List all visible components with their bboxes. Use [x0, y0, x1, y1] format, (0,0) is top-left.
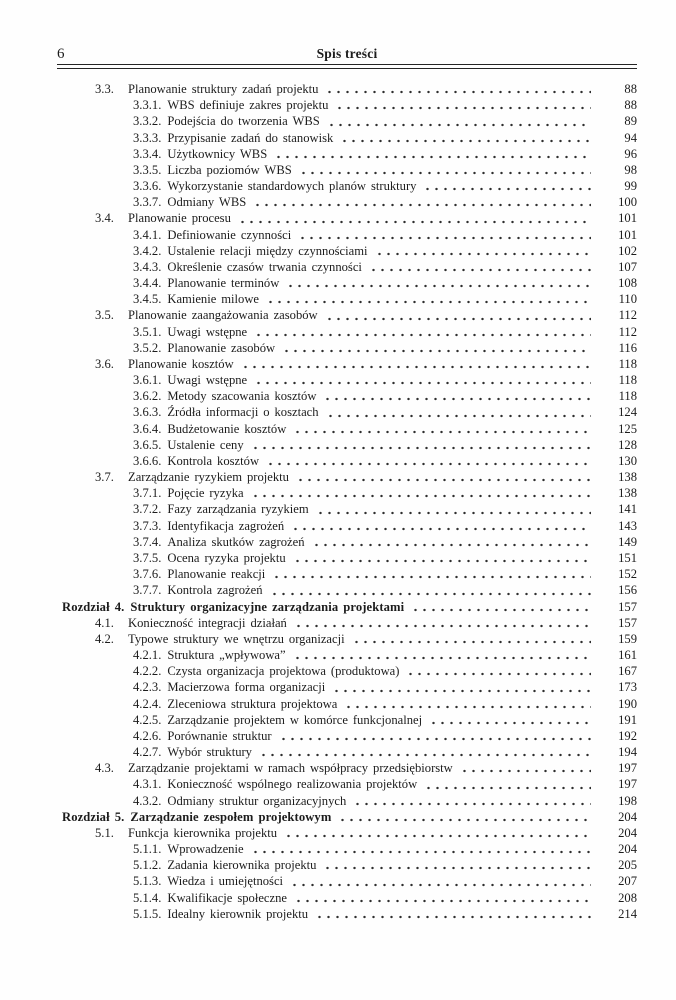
leader-dots — [315, 915, 591, 919]
toc-entry-number: 4.2. — [95, 631, 114, 646]
toc-entry — [62, 275, 637, 291]
toc-entry — [62, 404, 637, 420]
toc-entry-title: Macierzowa forma organizacji — [167, 680, 326, 695]
toc-entry — [62, 259, 637, 275]
toc-entry-number: 3.6.2. — [133, 389, 162, 404]
toc-entry — [62, 550, 637, 566]
toc-entry — [62, 534, 637, 550]
toc-entry-page: 118 — [618, 389, 637, 404]
toc-entry-page: 99 — [624, 179, 637, 194]
toc-entry-page: 159 — [618, 631, 637, 646]
toc-entry-page: 112 — [618, 308, 637, 323]
toc-entry-page: 101 — [618, 227, 637, 242]
toc-entry — [62, 194, 637, 210]
toc-entry-number: 3.5.1. — [133, 324, 162, 339]
toc-entry-number: 4.2.7. — [133, 745, 162, 760]
toc-entry-number: 3.7.7. — [133, 583, 162, 598]
toc-entry — [62, 130, 637, 146]
toc-entry-page: 205 — [618, 858, 637, 873]
toc-entry — [62, 81, 637, 97]
toc-entry-title: Wykorzystanie standardowych planów struktury — [167, 179, 417, 194]
toc-entry-title: Analiza skutków zagrożeń — [167, 534, 305, 549]
toc-entry-title: Planowanie zaangażowania zasobów — [128, 308, 318, 323]
toc-entry-title: Zarządzanie zespołem projektowym — [130, 809, 332, 824]
toc-entry-number: 3.4. — [95, 211, 114, 226]
leader-dots — [238, 220, 591, 224]
toc-entry-number: 3.3.2. — [133, 114, 162, 129]
toc-entry-page: 100 — [618, 195, 637, 210]
leader-dots — [274, 155, 591, 159]
toc-entry-title: Planowanie zasobów — [167, 340, 276, 355]
toc-entry-page: 94 — [624, 130, 637, 145]
toc-entry-title: Konieczność wspólnego realizowania projektów — [167, 777, 418, 792]
toc-entry-number: 3.6.1. — [133, 373, 162, 388]
toc-entry-number: 4.2.3. — [133, 680, 162, 695]
toc-entry-number: 5.1.3. — [133, 874, 162, 889]
toc-entry-title: Wiedza i umiejętności — [167, 874, 284, 889]
leader-dots — [279, 737, 591, 741]
toc-entry — [62, 663, 637, 679]
toc-entry-number: 4.3.1. — [133, 777, 162, 792]
toc-entry-title: Planowanie kosztów — [128, 356, 234, 371]
leader-dots — [340, 139, 591, 143]
toc-entry-page: 198 — [618, 793, 637, 808]
toc-entry-number: 3.3.6. — [133, 179, 162, 194]
toc-entry — [62, 324, 637, 340]
page-content — [57, 0, 637, 922]
toc-entry-title: Zarządzanie projektami w ramach współpracy przedsiębiorstw — [128, 761, 453, 776]
toc-entry-number: 3.5. — [95, 308, 114, 323]
toc-entry-number: Rozdział 5. — [62, 809, 125, 824]
leader-dots — [299, 171, 591, 175]
leader-dots — [375, 252, 591, 256]
toc-entry — [62, 469, 637, 485]
header-rule — [57, 64, 637, 69]
toc-entry-number: 4.1. — [95, 615, 114, 630]
leader-dots — [294, 624, 591, 628]
leader-dots — [266, 462, 591, 466]
toc-entry-page: 118 — [618, 373, 637, 388]
toc-entry — [62, 776, 637, 792]
toc-entry — [62, 146, 637, 162]
toc-entry — [62, 728, 637, 744]
leader-dots — [290, 883, 591, 887]
leader-dots — [424, 786, 591, 790]
toc-entry-page: 204 — [618, 825, 637, 840]
leader-dots — [460, 769, 591, 773]
toc-entry — [62, 453, 637, 469]
leader-dots — [293, 559, 591, 563]
leader-dots — [326, 414, 591, 418]
toc-entry-page: 118 — [618, 356, 637, 371]
toc-entry — [62, 857, 637, 873]
leader-dots — [423, 187, 591, 191]
toc-entry-number: 3.4.1. — [133, 227, 162, 242]
toc-entry — [62, 178, 637, 194]
toc-entry-title: Struktura „wpływowa” — [167, 648, 286, 663]
toc-entry-title: Idealny kierownik projektu — [167, 906, 309, 921]
toc-entry-title: Kontrola zagrożeń — [167, 583, 263, 598]
toc-entry-title: Identyfikacja zagrożeń — [167, 518, 285, 533]
toc-entry-number: 3.5.2. — [133, 340, 162, 355]
toc-entry-title: Zarządzanie ryzykiem projektu — [128, 470, 289, 485]
toc-entry-page: 161 — [618, 648, 637, 663]
toc-entry-page: 107 — [618, 259, 637, 274]
toc-entry-page: 138 — [618, 486, 637, 501]
toc-entry-title: Definiowanie czynności — [167, 227, 292, 242]
toc-entry-page: 125 — [618, 421, 637, 436]
toc-entry-page: 194 — [618, 745, 637, 760]
toc-entry-number: Rozdział 4. — [62, 599, 125, 614]
toc-entry — [62, 518, 637, 534]
page-header — [57, 46, 637, 62]
toc-entry-number: 4.2.1. — [133, 648, 162, 663]
header-title: Spis treści — [316, 46, 378, 61]
toc-entry-number: 3.4.4. — [133, 276, 162, 291]
toc-entry-title: Planowanie struktury zadań projektu — [128, 82, 319, 96]
toc-entry-page: 130 — [618, 453, 637, 468]
toc-entry-number: 3.4.2. — [133, 243, 162, 258]
toc-entry-page: 124 — [618, 405, 637, 420]
toc-entry-title: Czysta organizacja projektowa (produktowa) — [167, 664, 400, 679]
toc-entry — [62, 582, 637, 598]
toc-entry-page: 98 — [624, 162, 637, 177]
toc-entry-page: 88 — [624, 98, 637, 113]
toc-entry-title: Zadania kierownika projektu — [167, 858, 317, 873]
leader-dots — [294, 899, 591, 903]
toc-entry — [62, 162, 637, 178]
toc-entry — [62, 679, 637, 695]
toc-entry-page: 141 — [618, 502, 637, 517]
leader-dots — [332, 689, 591, 693]
toc-entry-number: 3.7.1. — [133, 486, 162, 501]
leader-dots — [259, 753, 591, 757]
toc-entry — [62, 113, 637, 129]
toc-list — [57, 81, 637, 922]
toc-entry-number: 3.6.5. — [133, 437, 162, 452]
toc-entry-page: 197 — [618, 777, 637, 792]
leader-dots — [284, 834, 591, 838]
toc-entry — [62, 97, 637, 113]
toc-entry-number: 3.3.4. — [133, 146, 162, 161]
leader-dots — [352, 640, 591, 644]
toc-entry-page: 116 — [618, 340, 637, 355]
toc-entry — [62, 566, 637, 582]
leader-dots — [296, 478, 591, 482]
toc-entry-number: 3.6. — [95, 356, 114, 371]
toc-entry-page: 128 — [618, 437, 637, 452]
toc-entry — [62, 356, 637, 372]
leader-dots — [298, 236, 591, 240]
toc-entry-number: 3.7.4. — [133, 534, 162, 549]
toc-entry — [62, 388, 637, 404]
leader-dots — [251, 446, 591, 450]
leader-dots — [312, 543, 591, 547]
leader-dots — [325, 90, 591, 94]
leader-dots — [251, 494, 591, 498]
toc-entry — [62, 615, 637, 631]
toc-entry-number: 4.2.5. — [133, 712, 162, 727]
toc-entry-page: 214 — [618, 906, 637, 921]
toc-entry-page: 192 — [618, 728, 637, 743]
toc-entry-number: 5.1.1. — [133, 842, 162, 857]
toc-entry-page: 156 — [618, 583, 637, 598]
toc-entry — [62, 227, 637, 243]
toc-entry-number: 3.3.1. — [133, 98, 162, 113]
toc-entry — [62, 307, 637, 323]
toc-entry-number: 4.2.2. — [133, 664, 162, 679]
toc-entry-title: Kontrola kosztów — [167, 453, 260, 468]
toc-entry-page: 152 — [618, 567, 637, 582]
toc-entry — [62, 841, 637, 857]
toc-entry — [62, 372, 637, 388]
toc-entry-number: 4.3. — [95, 761, 114, 776]
toc-entry — [62, 793, 637, 809]
leader-dots — [338, 818, 591, 822]
toc-entry-title: Kwalifikacje społeczne — [167, 890, 287, 905]
leader-dots — [286, 284, 591, 288]
leader-dots — [293, 656, 591, 660]
toc-entry — [62, 501, 637, 517]
toc-entry-title: Ustalenie relacji między czynnościami — [167, 243, 368, 258]
toc-entry — [62, 421, 637, 437]
leader-dots — [323, 866, 591, 870]
leader-dots — [270, 592, 591, 596]
toc-entry-number: 3.3.5. — [133, 162, 162, 177]
toc-entry — [62, 599, 637, 615]
toc-entry-title: Planowanie reakcji — [167, 567, 266, 582]
toc-entry-title: Planowanie procesu — [128, 211, 231, 226]
toc-entry-title: Pojęcie ryzyka — [167, 486, 244, 501]
toc-entry-page: 112 — [618, 324, 637, 339]
toc-entry — [62, 890, 637, 906]
toc-entry — [62, 631, 637, 647]
toc-entry-number: 3.3.7. — [133, 195, 162, 210]
toc-entry-title: Planowanie terminów — [167, 276, 280, 291]
toc-entry-page: 143 — [618, 518, 637, 533]
toc-entry — [62, 291, 637, 307]
toc-entry — [62, 760, 637, 776]
toc-entry-number: 3.6.4. — [133, 421, 162, 436]
toc-entry-page: 96 — [624, 146, 637, 161]
toc-entry-title: Porównanie struktur — [167, 728, 272, 743]
toc-entry-number: 3.3. — [95, 82, 114, 96]
leader-dots — [327, 123, 591, 127]
toc-entry-title: Funkcja kierownika projektu — [128, 825, 278, 840]
toc-entry-title: Określenie czasów trwania czynności — [167, 259, 362, 274]
toc-entry-page: 190 — [618, 696, 637, 711]
toc-entry-number: 3.7. — [95, 470, 114, 485]
toc-entry-title: Konieczność integracji działań — [128, 615, 287, 630]
toc-entry-page: 167 — [618, 664, 637, 679]
toc-entry-title: Uwagi wstępne — [167, 324, 248, 339]
toc-entry — [62, 243, 637, 259]
toc-entry-title: Odmiany WBS — [167, 195, 247, 210]
toc-entry-page: 102 — [618, 243, 637, 258]
toc-entry-title: Wprowadzenie — [167, 842, 244, 857]
toc-entry-title: Wybór struktury — [167, 745, 252, 760]
toc-entry-page: 207 — [618, 874, 637, 889]
leader-dots — [254, 381, 591, 385]
toc-entry-number: 5.1.4. — [133, 890, 162, 905]
leader-dots — [282, 349, 591, 353]
toc-entry-title: Budżetowanie kosztów — [167, 421, 287, 436]
leader-dots — [406, 672, 591, 676]
toc-entry-page: 108 — [618, 276, 637, 291]
toc-entry-page: 110 — [618, 292, 637, 307]
toc-entry-page: 157 — [618, 599, 637, 614]
leader-dots — [272, 575, 591, 579]
toc-entry-page: 151 — [618, 550, 637, 565]
leader-dots — [411, 608, 591, 612]
toc-entry-title: Zleceniowa struktura projektowa — [167, 696, 338, 711]
leader-dots — [254, 333, 591, 337]
toc-entry-number: 3.7.5. — [133, 550, 162, 565]
leader-dots — [266, 300, 591, 304]
toc-entry-page: 89 — [624, 114, 637, 129]
toc-entry-number: 4.2.6. — [133, 728, 162, 743]
toc-entry-number: 3.6.6. — [133, 453, 162, 468]
leader-dots — [353, 802, 591, 806]
toc-entry-title: Ocena ryzyka projektu — [167, 550, 286, 565]
toc-entry-page: 101 — [618, 211, 637, 226]
leader-dots — [291, 527, 591, 531]
leader-dots — [293, 430, 591, 434]
toc-entry-title: Fazy zarządzania ryzykiem — [167, 502, 309, 517]
toc-entry-page: 191 — [618, 712, 637, 727]
toc-entry — [62, 906, 637, 922]
toc-entry-title: Metody szacowania kosztów — [167, 389, 317, 404]
toc-entry — [62, 873, 637, 889]
toc-entry-number: 3.6.3. — [133, 405, 162, 420]
toc-entry-number: 3.7.3. — [133, 518, 162, 533]
toc-entry-title: Zarządzanie projektem w komórce funkcjonalnej — [167, 712, 423, 727]
toc-entry-page: 208 — [618, 890, 637, 905]
toc-entry-title: Ustalenie ceny — [167, 437, 244, 452]
toc-entry-number: 5.1. — [95, 825, 114, 840]
toc-entry-page: 138 — [618, 470, 637, 485]
toc-entry-page: 204 — [618, 809, 637, 824]
leader-dots — [344, 705, 591, 709]
toc-entry-page: 173 — [618, 680, 637, 695]
toc-entry — [62, 647, 637, 663]
toc-entry-title: Struktury organizacyjne zarządzania projektami — [130, 599, 405, 614]
toc-entry-title: Odmiany struktur organizacyjnych — [167, 793, 347, 808]
toc-entry-title: Typowe struktury we wnętrzu organizacji — [128, 631, 345, 646]
toc-entry-page: 197 — [618, 761, 637, 776]
toc-entry-title: Źródła informacji o kosztach — [167, 405, 319, 420]
toc-entry — [62, 485, 637, 501]
toc-entry-title: Kamienie milowe — [167, 292, 260, 307]
toc-entry-number: 4.3.2. — [133, 793, 162, 808]
toc-entry-page: 149 — [618, 534, 637, 549]
toc-entry-number: 5.1.2. — [133, 858, 162, 873]
toc-entry-number: 5.1.5. — [133, 906, 162, 921]
leader-dots — [429, 721, 591, 725]
toc-entry-number: 3.3.3. — [133, 130, 162, 145]
toc-entry — [62, 809, 637, 825]
toc-entry-number: 4.2.4. — [133, 696, 162, 711]
leader-dots — [316, 511, 591, 515]
toc-entry — [62, 210, 637, 226]
leader-dots — [323, 397, 591, 401]
toc-entry-title: Liczba poziomów WBS — [167, 162, 292, 177]
toc-entry-title: Przypisanie zadań do stanowisk — [167, 130, 334, 145]
toc-entry-title: WBS definiuje zakres projektu — [167, 98, 329, 113]
toc-entry-title: Uwagi wstępne — [167, 373, 248, 388]
toc-entry — [62, 712, 637, 728]
toc-entry-number: 3.7.6. — [133, 567, 162, 582]
leader-dots — [325, 317, 591, 321]
toc-entry-number: 3.4.3. — [133, 259, 162, 274]
leader-dots — [253, 203, 591, 207]
header-page-number: 6 — [57, 46, 65, 62]
leader-dots — [369, 268, 591, 272]
toc-entry — [62, 340, 637, 356]
leader-dots — [335, 106, 591, 110]
toc-entry-title: Użytkownicy WBS — [167, 146, 268, 161]
toc-entry — [62, 744, 637, 760]
toc-entry-title: Podejścia do tworzenia WBS — [167, 114, 320, 129]
toc-entry-number: 3.7.2. — [133, 502, 162, 517]
toc-entry-page: 88 — [624, 82, 637, 96]
toc-entry-page: 157 — [618, 615, 637, 630]
toc-entry-number: 3.4.5. — [133, 292, 162, 307]
toc-entry — [62, 825, 637, 841]
toc-entry-page: 204 — [618, 842, 637, 857]
toc-entry — [62, 696, 637, 712]
toc-entry — [62, 437, 637, 453]
leader-dots — [241, 365, 591, 369]
leader-dots — [251, 850, 591, 854]
